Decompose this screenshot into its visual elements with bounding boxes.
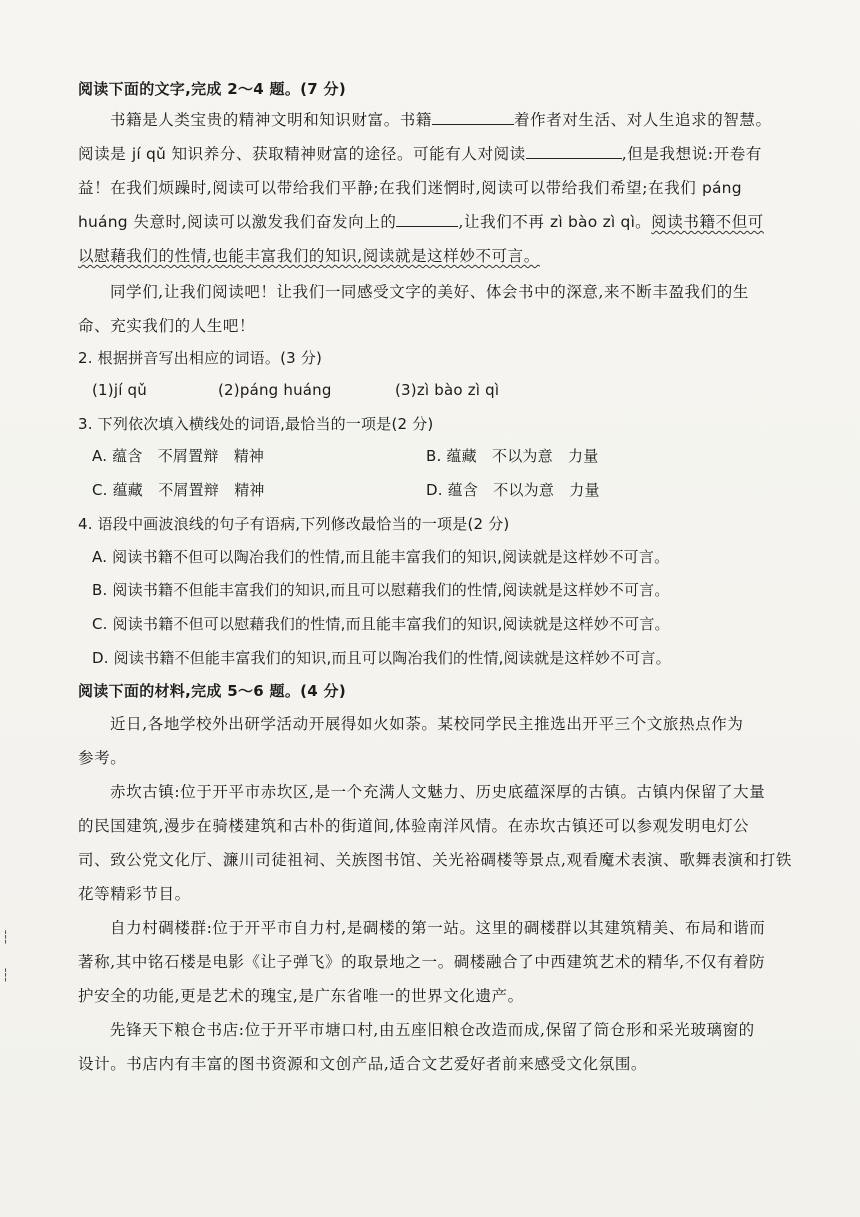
pinyin-panghuang-2: huáng <box>78 213 128 231</box>
blank-2 <box>526 144 622 159</box>
text: 着作者对生活、对人生追求的智慧。 <box>514 111 772 129</box>
question-2-items <box>92 380 792 400</box>
wavy-sentence-part1: 阅读书籍不但可 <box>651 213 764 231</box>
passage1-line3 <box>78 178 742 198</box>
chikan-line4: 花等精彩节目。 <box>78 885 191 903</box>
section1-heading: 阅读下面的文字,完成 2～4 题。(7 分) <box>78 80 346 98</box>
text: ,让我们不再 <box>458 213 545 231</box>
material-intro-line2: 参考。 <box>78 749 127 767</box>
passage1-line5 <box>78 246 540 266</box>
q2-item-1: (1)jí qǔ <box>92 381 147 399</box>
zilicun-line1: 自力村碉楼群:位于开平市自力村,是碉楼的第一站。这里的碉楼群以其建筑精美、布局和谐而 <box>110 919 766 937</box>
blank-1 <box>432 110 514 125</box>
pinyin-jiqu: jí qǔ <box>131 145 167 163</box>
passage1-line2 <box>78 144 762 164</box>
text: 。 <box>635 213 652 231</box>
q2-item-3: (3)zì bào zì qì <box>395 381 500 399</box>
zilicun-line3: 护安全的功能,更是艺术的瑰宝,是广东省唯一的世界文化遗产。 <box>78 987 524 1005</box>
pinyin-panghuang-1: páng <box>701 179 742 197</box>
material-intro-line1: 近日,各地学校外出研学活动开展得如火如荼。某校同学民主推选出开平三个文旅热点作为 <box>110 715 744 733</box>
text: 阅读是 <box>78 145 127 163</box>
q2-item-2: (2)páng huáng <box>218 381 332 399</box>
scan-margin-mark: ┆ <box>2 930 10 944</box>
passage1-p2-line2: 命、充实我们的人生吧！ <box>78 317 256 335</box>
question-4-stem: 4. 语段中画波浪线的句子有语病,下列修改最恰当的一项是(2 分) <box>78 515 510 533</box>
question-2-stem: 2. 根据拼音写出相应的词语。(3 分) <box>78 349 323 367</box>
passage1-line4 <box>78 212 764 232</box>
q3-option-c: C. 蕴藏 不屑置辩 精神 <box>92 481 265 499</box>
bookstore-line2: 设计。书店内有丰富的图书资源和文创产品,适合文艺爱好者前来感受文化氛围。 <box>78 1055 648 1073</box>
text: ,但是我想说:开卷有 <box>621 145 762 163</box>
question-3-stem: 3. 下列依次填入横线处的词语,最恰当的一项是(2 分) <box>78 415 434 433</box>
chikan-line2: 的民国建筑,漫步在骑楼建筑和古朴的街道间,体验南洋风情。在赤坎古镇还可以参观发明电灯公 <box>78 817 750 835</box>
passage1-p2-line1: 同学们,让我们阅读吧！让我们一同感受文字的美好、体会书中的深意,来不断丰盈我们的生 <box>110 283 749 301</box>
bookstore-line1: 先锋天下粮仓书店:位于开平市塘口村,由五座旧粮仓改造而成,保留了筒仓形和采光玻璃窗的 <box>110 1021 755 1039</box>
q4-option-b: B. 阅读书籍不但能丰富我们的知识,而且可以慰藉我们的性情,阅读就是这样妙不可言。 <box>92 581 670 599</box>
q3-option-b: B. 蕴藏 不以为意 力量 <box>426 447 599 465</box>
chikan-line1: 赤坎古镇:位于开平市赤坎区,是一个充满人文魅力、历史底蕴深厚的古镇。古镇内保留了大量 <box>110 783 766 801</box>
q3-option-a: A. 蕴含 不屑置辩 精神 <box>92 447 265 465</box>
q4-option-c: C. 阅读书籍不但可以慰藉我们的性情,而且能丰富我们的知识,阅读就是这样妙不可言。 <box>92 615 670 633</box>
blank-3 <box>396 212 458 227</box>
q3-option-d: D. 蕴含 不以为意 力量 <box>426 481 600 499</box>
pinyin-zibaoziqi: zì bào zì qì <box>550 213 636 231</box>
chikan-line3: 司、致公党文化厅、濂川司徒祖祠、关族图书馆、关光裕碉楼等景点,观看魔术表演、歌舞表演和打铁 <box>78 851 792 869</box>
text: 书籍是人类宝贵的精神文明和知识财富。书籍 <box>110 111 433 129</box>
text: 益！在我们烦躁时,阅读可以带给我们平静;在我们迷惘时,阅读可以带给我们希望;在我们 <box>78 179 697 197</box>
wavy-sentence-part2: 以慰藉我们的性情,也能丰富我们的知识,阅读就是这样妙不可言。 <box>78 247 540 265</box>
text: 知识养分、获取精神财富的途径。可能有人对阅读 <box>171 145 526 163</box>
section2-heading: 阅读下面的材料,完成 5～6 题。(4 分) <box>78 682 346 700</box>
text: 失意时,阅读可以激发我们奋发向上的 <box>133 213 397 231</box>
q4-option-d: D. 阅读书籍不但能丰富我们的知识,而且可以陶冶我们的性情,阅读就是这样妙不可言。 <box>92 649 671 667</box>
scan-margin-mark: ┆ <box>2 968 10 982</box>
q4-option-a: A. 阅读书籍不但可以陶冶我们的性情,而且能丰富我们的知识,阅读就是这样妙不可言。 <box>92 548 670 566</box>
passage1-line1 <box>110 110 772 130</box>
zilicun-line2: 著称,其中铭石楼是电影《让子弹飞》的取景地之一。碉楼融合了中西建筑艺术的精华,不仅有着防 <box>78 953 766 971</box>
